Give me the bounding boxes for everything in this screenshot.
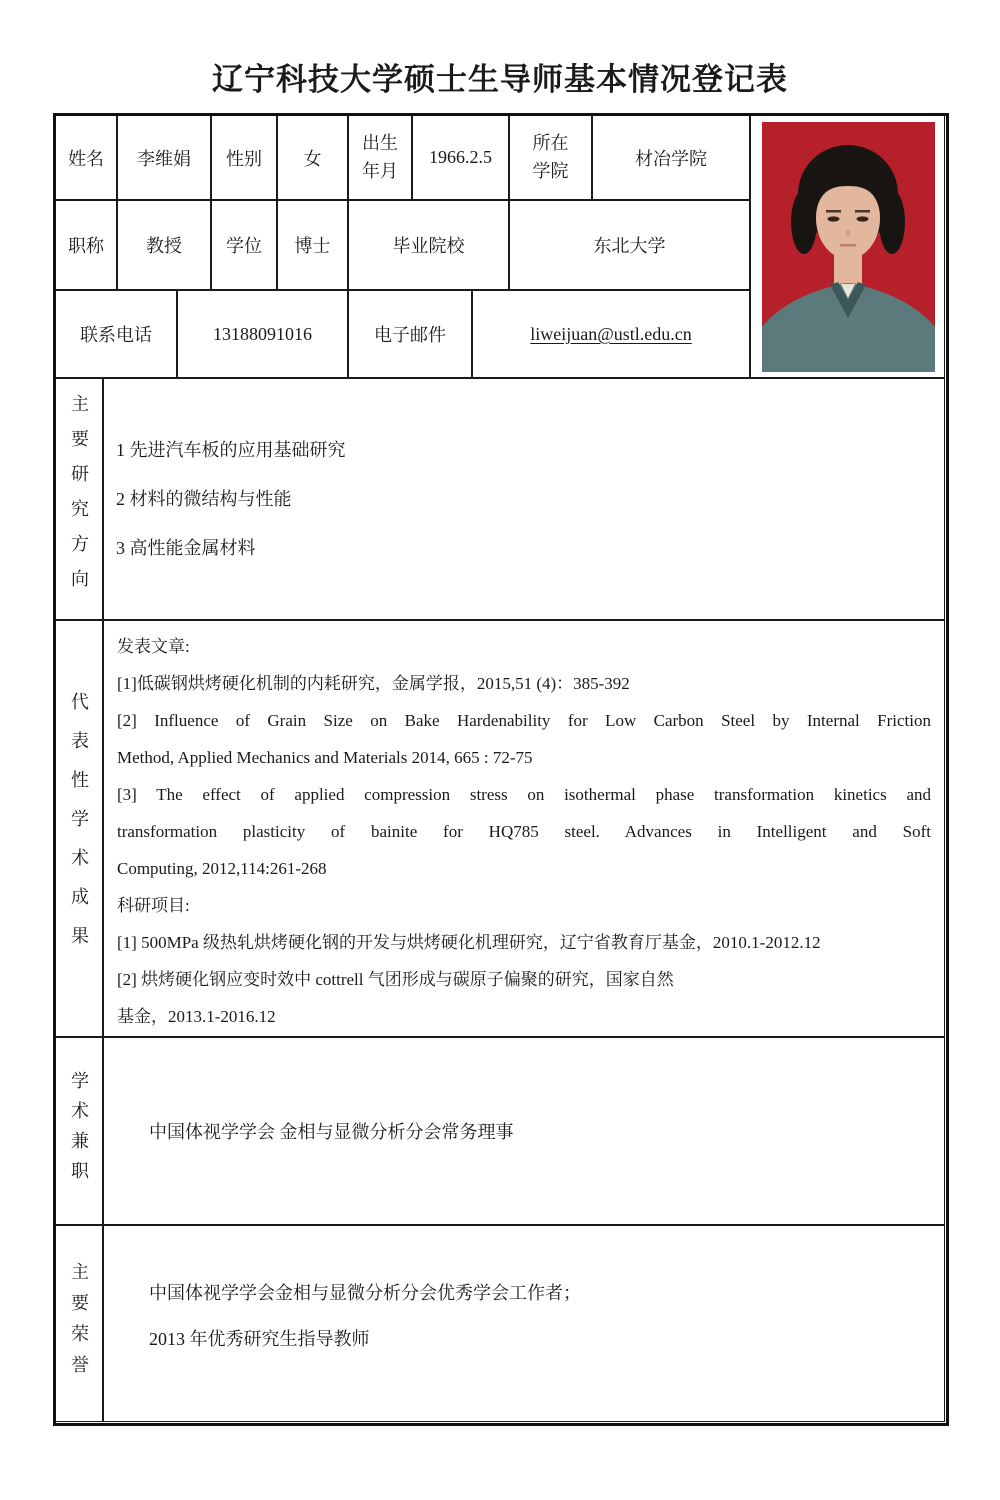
- section-affiliations-label: 学术兼职: [55, 1037, 103, 1225]
- achievement-line: 发表文章:: [117, 637, 190, 656]
- phone-label: 联系电话: [55, 290, 177, 378]
- portrait-photo: [762, 122, 935, 372]
- email-link[interactable]: liweijuan@ustl.edu.cn: [530, 323, 692, 344]
- page-title: 辽宁科技大学硕士生导师基本情况登记表: [212, 62, 788, 97]
- honor-line: 2013 年优秀研究生指导教师: [149, 1329, 370, 1349]
- research-item: 1 先进汽车板的应用基础研究: [116, 439, 346, 460]
- gender-label: 性别: [211, 115, 277, 200]
- degree-value: 博士: [277, 200, 348, 290]
- section-honors-label: 主要荣誉: [55, 1225, 103, 1422]
- affiliation-line: 中国体视学学会 金相与显微分析分会常务理事: [149, 1122, 514, 1142]
- school-label: 毕业院校: [348, 200, 509, 290]
- achievement-line: [2] 烘烤硬化钢应变时效中 cottrell 气团形成与碳原子偏聚的研究，国家自然: [117, 970, 674, 989]
- name-label: 姓名: [55, 115, 117, 200]
- achievement-line: transformation plasticity of bainite for HQ785 steel. Advances in Intelligent and Soft: [117, 822, 931, 841]
- email-label: 电子邮件: [348, 290, 472, 378]
- achievement-line: 基金，2013.1-2016.12: [117, 1007, 276, 1026]
- section-achievements-content: [103, 620, 945, 1037]
- photo-cell: [750, 115, 945, 378]
- job-title-label: 职称: [55, 200, 117, 290]
- research-item: 2 材料的微结构与性能: [116, 488, 292, 509]
- portrait-photo-svg: [762, 122, 935, 372]
- section-achievements-label: 代表性学术成果: [55, 620, 103, 1037]
- name-value: 李维娟: [117, 115, 211, 200]
- phone-value: 13188091016: [177, 290, 348, 378]
- section-research-label: 主要研究方向: [55, 378, 103, 620]
- gender-value: 女: [277, 115, 348, 200]
- college-label: 所在学院: [509, 115, 592, 200]
- achievement-line: [1]低碳钢烘烤硬化机制的内耗研究，金属学报，2015,51 (4)：385-392: [117, 674, 630, 693]
- honor-line: 中国体视学学会金相与显微分析分会优秀学会工作者；: [149, 1283, 581, 1303]
- college-value: 材冶学院: [592, 115, 750, 200]
- achievement-line: [2] Influence of Grain Size on Bake Hardenability for Low Carbon Steel by Internal Friction: [117, 711, 931, 730]
- school-value: 东北大学: [509, 200, 750, 290]
- degree-label: 学位: [211, 200, 277, 290]
- birth-label: 出生年月: [348, 115, 412, 200]
- achievement-line: Computing, 2012,114:261-268: [117, 859, 327, 878]
- achievement-line: Method, Applied Mechanics and Materials 2014, 665 : 72-75: [117, 748, 533, 767]
- birth-value: 1966.2.5: [412, 115, 509, 200]
- section-affiliations-content: [103, 1037, 945, 1225]
- form-table: [55, 115, 945, 1422]
- email-value: [472, 290, 750, 378]
- achievement-line: [1] 500MPa 级热轧烘烤硬化钢的开发与烘烤硬化机理研究，辽宁省教育厅基金，2010.1-2012.12: [117, 933, 821, 952]
- job-title-value: 教授: [117, 200, 211, 290]
- research-item: 3 高性能金属材料: [116, 537, 256, 558]
- achievement-line: 科研项目:: [117, 896, 190, 915]
- achievement-line: [3] The effect of applied compression stress on isothermal phase transformation kinetics and: [117, 785, 931, 804]
- section-honors-content: [103, 1225, 945, 1422]
- section-research-content: [103, 378, 945, 620]
